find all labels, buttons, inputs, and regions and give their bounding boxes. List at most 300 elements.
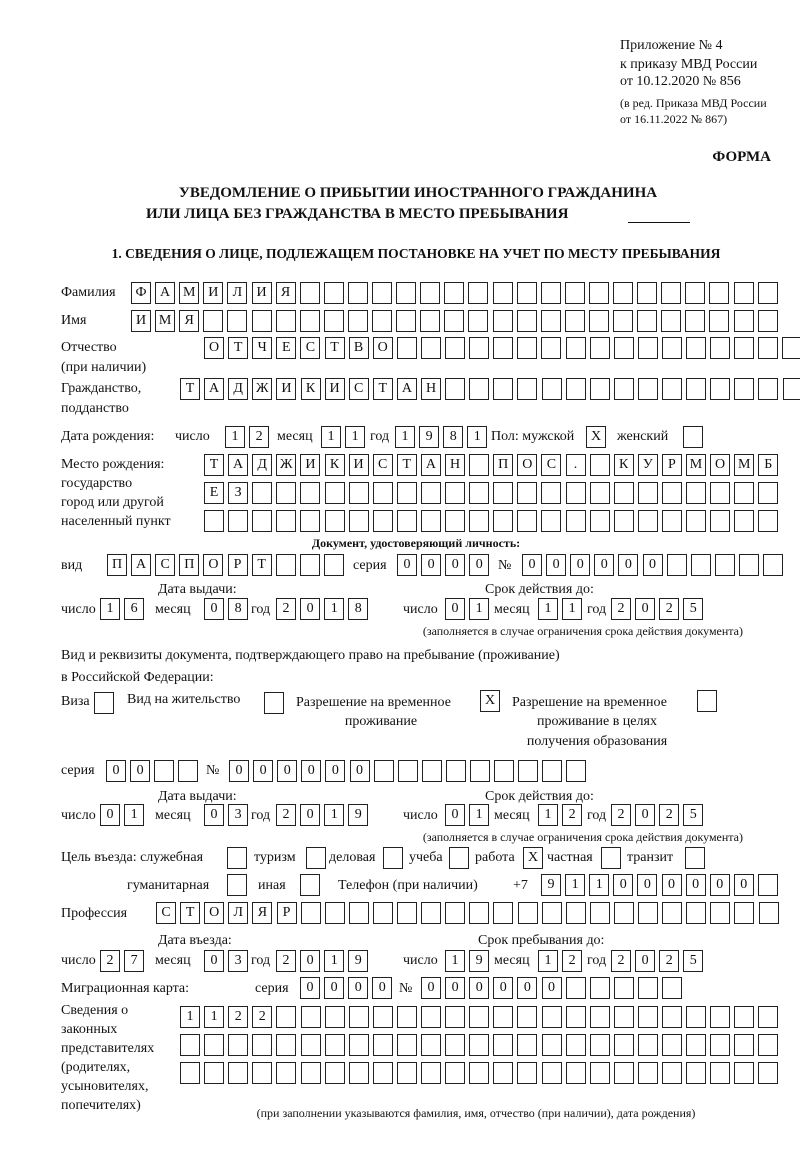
- char-cell[interactable]: [445, 337, 465, 359]
- char-cell[interactable]: [228, 1034, 248, 1056]
- char-cell[interactable]: П: [179, 554, 199, 576]
- char-cell[interactable]: Ф: [131, 282, 151, 304]
- char-cell[interactable]: 9: [541, 874, 561, 896]
- char-cell[interactable]: [397, 1006, 417, 1028]
- char-cell[interactable]: [348, 310, 368, 332]
- char-cell[interactable]: [566, 760, 586, 782]
- char-cell[interactable]: [614, 1034, 634, 1056]
- char-cell[interactable]: [493, 282, 513, 304]
- char-cell[interactable]: 0: [324, 977, 344, 999]
- char-cell[interactable]: [374, 760, 394, 782]
- char-cell[interactable]: [180, 1034, 200, 1056]
- char-cell[interactable]: [325, 1034, 345, 1056]
- char-cell[interactable]: [383, 847, 403, 869]
- char-cell[interactable]: 3: [228, 804, 248, 826]
- char-cell[interactable]: 0: [350, 760, 370, 782]
- char-cell[interactable]: [517, 282, 537, 304]
- char-cell[interactable]: [180, 1062, 200, 1084]
- char-cell[interactable]: 0: [100, 804, 120, 826]
- char-cell[interactable]: [449, 847, 469, 869]
- char-cell[interactable]: [349, 1006, 369, 1028]
- char-cell[interactable]: [252, 510, 272, 532]
- char-cell[interactable]: [589, 282, 609, 304]
- char-cell[interactable]: Е: [204, 482, 224, 504]
- char-cell[interactable]: 0: [372, 977, 392, 999]
- char-cell[interactable]: [590, 454, 610, 476]
- char-cell[interactable]: 0: [397, 554, 417, 576]
- char-cell[interactable]: 5: [683, 804, 703, 826]
- char-cell[interactable]: [396, 282, 416, 304]
- char-cell[interactable]: И: [131, 310, 151, 332]
- char-cell[interactable]: [685, 282, 705, 304]
- char-cell[interactable]: Ж: [276, 454, 296, 476]
- char-cell[interactable]: 0: [421, 554, 441, 576]
- char-cell[interactable]: 0: [517, 977, 537, 999]
- char-cell[interactable]: 0: [301, 760, 321, 782]
- char-cell[interactable]: [662, 1034, 682, 1056]
- char-cell[interactable]: [469, 510, 489, 532]
- char-cell[interactable]: 8: [348, 598, 368, 620]
- char-cell[interactable]: [468, 310, 488, 332]
- char-cell[interactable]: 0: [637, 874, 657, 896]
- char-cell[interactable]: И: [252, 282, 272, 304]
- char-cell[interactable]: [324, 282, 344, 304]
- char-cell[interactable]: [444, 282, 464, 304]
- char-cell[interactable]: А: [228, 454, 248, 476]
- char-cell[interactable]: [397, 337, 417, 359]
- char-cell[interactable]: [734, 902, 754, 924]
- char-cell[interactable]: [493, 510, 513, 532]
- char-cell[interactable]: 1: [324, 950, 344, 972]
- char-cell[interactable]: [758, 1062, 778, 1084]
- char-cell[interactable]: [306, 847, 326, 869]
- char-cell[interactable]: 0: [570, 554, 590, 576]
- char-cell[interactable]: [686, 482, 706, 504]
- char-cell[interactable]: [349, 482, 369, 504]
- char-cell[interactable]: Т: [180, 902, 200, 924]
- char-cell[interactable]: [734, 1034, 754, 1056]
- char-cell[interactable]: [686, 510, 706, 532]
- char-cell[interactable]: Т: [252, 554, 272, 576]
- char-cell[interactable]: [252, 1062, 272, 1084]
- char-cell[interactable]: 2: [249, 426, 269, 448]
- char-cell[interactable]: [638, 902, 658, 924]
- char-cell[interactable]: О: [373, 337, 393, 359]
- char-cell[interactable]: [710, 902, 730, 924]
- char-cell[interactable]: [445, 1062, 465, 1084]
- char-cell[interactable]: 2: [228, 1006, 248, 1028]
- char-cell[interactable]: [542, 902, 562, 924]
- char-cell[interactable]: [518, 902, 538, 924]
- char-cell[interactable]: [445, 378, 465, 400]
- char-cell[interactable]: [227, 874, 247, 896]
- char-cell[interactable]: [276, 554, 296, 576]
- char-cell[interactable]: [662, 482, 682, 504]
- char-cell[interactable]: [228, 1062, 248, 1084]
- char-cell[interactable]: 2: [611, 950, 631, 972]
- char-cell[interactable]: 0: [662, 874, 682, 896]
- char-cell[interactable]: [614, 1006, 634, 1028]
- char-cell[interactable]: 1: [345, 426, 365, 448]
- char-cell[interactable]: 9: [419, 426, 439, 448]
- char-cell[interactable]: 6: [124, 598, 144, 620]
- char-cell[interactable]: Т: [228, 337, 248, 359]
- char-cell[interactable]: [397, 902, 417, 924]
- char-cell[interactable]: [691, 554, 711, 576]
- char-cell[interactable]: [445, 1006, 465, 1028]
- char-cell[interactable]: 0: [469, 554, 489, 576]
- char-cell[interactable]: [758, 282, 778, 304]
- char-cell[interactable]: [715, 554, 735, 576]
- char-cell[interactable]: 9: [348, 950, 368, 972]
- char-cell[interactable]: [638, 1034, 658, 1056]
- char-cell[interactable]: [493, 482, 513, 504]
- char-cell[interactable]: 0: [229, 760, 249, 782]
- char-cell[interactable]: [739, 554, 759, 576]
- char-cell[interactable]: [710, 1006, 730, 1028]
- char-cell[interactable]: [325, 902, 345, 924]
- char-cell[interactable]: 1: [180, 1006, 200, 1028]
- char-cell[interactable]: 0: [106, 760, 126, 782]
- char-cell[interactable]: [541, 282, 561, 304]
- char-cell[interactable]: [783, 378, 800, 400]
- char-cell[interactable]: Л: [228, 902, 248, 924]
- char-cell[interactable]: [227, 310, 247, 332]
- char-cell[interactable]: [734, 1006, 754, 1028]
- char-cell[interactable]: [468, 282, 488, 304]
- char-cell[interactable]: [565, 310, 585, 332]
- char-cell[interactable]: [590, 1034, 610, 1056]
- char-cell[interactable]: 1: [469, 804, 489, 826]
- char-cell[interactable]: [734, 1062, 754, 1084]
- char-cell[interactable]: [421, 337, 441, 359]
- char-cell[interactable]: 2: [100, 950, 120, 972]
- char-cell[interactable]: 1: [204, 1006, 224, 1028]
- char-cell[interactable]: [566, 977, 586, 999]
- char-cell[interactable]: Т: [325, 337, 345, 359]
- char-cell[interactable]: Б: [758, 454, 778, 476]
- char-cell[interactable]: [542, 1034, 562, 1056]
- char-cell[interactable]: [300, 282, 320, 304]
- char-cell[interactable]: 0: [469, 977, 489, 999]
- char-cell[interactable]: 2: [611, 804, 631, 826]
- char-cell[interactable]: X: [480, 690, 500, 712]
- char-cell[interactable]: 0: [686, 874, 706, 896]
- char-cell[interactable]: [710, 337, 730, 359]
- char-cell[interactable]: 0: [204, 950, 224, 972]
- char-cell[interactable]: [758, 510, 778, 532]
- char-cell[interactable]: [325, 1062, 345, 1084]
- char-cell[interactable]: Л: [227, 282, 247, 304]
- char-cell[interactable]: [300, 310, 320, 332]
- char-cell[interactable]: [590, 1006, 610, 1028]
- char-cell[interactable]: [301, 1062, 321, 1084]
- char-cell[interactable]: 7: [124, 950, 144, 972]
- char-cell[interactable]: [709, 282, 729, 304]
- char-cell[interactable]: Т: [180, 378, 200, 400]
- char-cell[interactable]: [276, 1006, 296, 1028]
- char-cell[interactable]: 0: [445, 554, 465, 576]
- char-cell[interactable]: [397, 1062, 417, 1084]
- char-cell[interactable]: [710, 482, 730, 504]
- char-cell[interactable]: [493, 1006, 513, 1028]
- char-cell[interactable]: [264, 692, 284, 714]
- char-cell[interactable]: 5: [683, 598, 703, 620]
- char-cell[interactable]: [638, 482, 658, 504]
- char-cell[interactable]: [541, 337, 561, 359]
- char-cell[interactable]: [709, 310, 729, 332]
- char-cell[interactable]: 1: [562, 598, 582, 620]
- char-cell[interactable]: 1: [324, 598, 344, 620]
- char-cell[interactable]: О: [710, 454, 730, 476]
- char-cell[interactable]: И: [203, 282, 223, 304]
- char-cell[interactable]: О: [204, 902, 224, 924]
- char-cell[interactable]: [734, 282, 754, 304]
- char-cell[interactable]: [493, 902, 513, 924]
- char-cell[interactable]: [710, 1062, 730, 1084]
- char-cell[interactable]: [734, 378, 754, 400]
- char-cell[interactable]: 1: [225, 426, 245, 448]
- char-cell[interactable]: [300, 482, 320, 504]
- char-cell[interactable]: 0: [204, 598, 224, 620]
- char-cell[interactable]: [758, 482, 778, 504]
- char-cell[interactable]: [734, 337, 754, 359]
- char-cell[interactable]: [542, 1062, 562, 1084]
- char-cell[interactable]: [758, 1006, 778, 1028]
- char-cell[interactable]: [420, 310, 440, 332]
- char-cell[interactable]: [469, 337, 489, 359]
- char-cell[interactable]: [276, 482, 296, 504]
- char-cell[interactable]: [204, 1062, 224, 1084]
- char-cell[interactable]: [590, 902, 610, 924]
- char-cell[interactable]: [782, 337, 800, 359]
- char-cell[interactable]: 0: [300, 977, 320, 999]
- char-cell[interactable]: [398, 760, 418, 782]
- char-cell[interactable]: [565, 282, 585, 304]
- char-cell[interactable]: [372, 282, 392, 304]
- char-cell[interactable]: [517, 378, 537, 400]
- char-cell[interactable]: Я: [276, 282, 296, 304]
- char-cell[interactable]: Ж: [252, 378, 272, 400]
- char-cell[interactable]: [301, 1034, 321, 1056]
- char-cell[interactable]: [734, 510, 754, 532]
- char-cell[interactable]: [734, 310, 754, 332]
- char-cell[interactable]: [373, 902, 393, 924]
- char-cell[interactable]: В: [349, 337, 369, 359]
- char-cell[interactable]: [203, 310, 223, 332]
- char-cell[interactable]: [469, 1034, 489, 1056]
- char-cell[interactable]: Ч: [252, 337, 272, 359]
- char-cell[interactable]: М: [686, 454, 706, 476]
- char-cell[interactable]: 0: [635, 950, 655, 972]
- char-cell[interactable]: 0: [594, 554, 614, 576]
- char-cell[interactable]: [494, 760, 514, 782]
- char-cell[interactable]: О: [204, 337, 224, 359]
- char-cell[interactable]: [601, 847, 621, 869]
- char-cell[interactable]: [397, 482, 417, 504]
- char-cell[interactable]: [493, 337, 513, 359]
- char-cell[interactable]: 0: [635, 804, 655, 826]
- char-cell[interactable]: [276, 310, 296, 332]
- char-cell[interactable]: Р: [228, 554, 248, 576]
- char-cell[interactable]: К: [614, 454, 634, 476]
- char-cell[interactable]: [300, 510, 320, 532]
- char-cell[interactable]: 0: [300, 950, 320, 972]
- char-cell[interactable]: 0: [710, 874, 730, 896]
- char-cell[interactable]: [710, 1034, 730, 1056]
- char-cell[interactable]: [758, 310, 778, 332]
- char-cell[interactable]: [638, 977, 658, 999]
- char-cell[interactable]: 0: [130, 760, 150, 782]
- char-cell[interactable]: [614, 902, 634, 924]
- char-cell[interactable]: [614, 977, 634, 999]
- char-cell[interactable]: [566, 482, 586, 504]
- char-cell[interactable]: С: [155, 554, 175, 576]
- char-cell[interactable]: [276, 510, 296, 532]
- char-cell[interactable]: [685, 310, 705, 332]
- char-cell[interactable]: С: [156, 902, 176, 924]
- char-cell[interactable]: [469, 482, 489, 504]
- char-cell[interactable]: 1: [100, 598, 120, 620]
- char-cell[interactable]: [763, 554, 783, 576]
- char-cell[interactable]: [541, 482, 561, 504]
- char-cell[interactable]: Р: [662, 454, 682, 476]
- char-cell[interactable]: 0: [493, 977, 513, 999]
- char-cell[interactable]: [301, 902, 321, 924]
- char-cell[interactable]: [662, 977, 682, 999]
- char-cell[interactable]: [685, 847, 705, 869]
- char-cell[interactable]: [373, 510, 393, 532]
- char-cell[interactable]: [445, 510, 465, 532]
- char-cell[interactable]: М: [734, 454, 754, 476]
- char-cell[interactable]: [421, 1006, 441, 1028]
- char-cell[interactable]: [252, 310, 272, 332]
- char-cell[interactable]: [518, 760, 538, 782]
- char-cell[interactable]: [94, 692, 114, 714]
- char-cell[interactable]: [638, 510, 658, 532]
- char-cell[interactable]: 0: [421, 977, 441, 999]
- char-cell[interactable]: 0: [348, 977, 368, 999]
- char-cell[interactable]: [178, 760, 198, 782]
- char-cell[interactable]: Т: [373, 378, 393, 400]
- char-cell[interactable]: 1: [321, 426, 341, 448]
- char-cell[interactable]: [542, 760, 562, 782]
- char-cell[interactable]: [759, 902, 779, 924]
- char-cell[interactable]: [662, 510, 682, 532]
- char-cell[interactable]: [589, 310, 609, 332]
- char-cell[interactable]: [590, 482, 610, 504]
- char-cell[interactable]: 1: [565, 874, 585, 896]
- char-cell[interactable]: [686, 1062, 706, 1084]
- char-cell[interactable]: Н: [421, 378, 441, 400]
- char-cell[interactable]: О: [203, 554, 223, 576]
- char-cell[interactable]: 3: [228, 950, 248, 972]
- char-cell[interactable]: [566, 1006, 586, 1028]
- char-cell[interactable]: 2: [276, 598, 296, 620]
- char-cell[interactable]: [444, 310, 464, 332]
- char-cell[interactable]: А: [155, 282, 175, 304]
- char-cell[interactable]: [421, 1062, 441, 1084]
- char-cell[interactable]: [204, 510, 224, 532]
- char-cell[interactable]: [517, 1006, 537, 1028]
- char-cell[interactable]: [276, 1034, 296, 1056]
- char-cell[interactable]: [638, 337, 658, 359]
- char-cell[interactable]: [373, 1034, 393, 1056]
- char-cell[interactable]: [517, 510, 537, 532]
- char-cell[interactable]: [667, 554, 687, 576]
- char-cell[interactable]: [566, 337, 586, 359]
- char-cell[interactable]: Я: [179, 310, 199, 332]
- char-cell[interactable]: 0: [300, 804, 320, 826]
- char-cell[interactable]: И: [325, 378, 345, 400]
- char-cell[interactable]: [662, 378, 682, 400]
- char-cell[interactable]: 1: [538, 598, 558, 620]
- char-cell[interactable]: [686, 337, 706, 359]
- char-cell[interactable]: [252, 482, 272, 504]
- char-cell[interactable]: [421, 1034, 441, 1056]
- char-cell[interactable]: [445, 1034, 465, 1056]
- place-blank-line[interactable]: [628, 222, 690, 223]
- char-cell[interactable]: 0: [613, 874, 633, 896]
- char-cell[interactable]: И: [349, 454, 369, 476]
- char-cell[interactable]: 0: [445, 598, 465, 620]
- char-cell[interactable]: [566, 1062, 586, 1084]
- char-cell[interactable]: [493, 1034, 513, 1056]
- char-cell[interactable]: [686, 1034, 706, 1056]
- char-cell[interactable]: [324, 554, 344, 576]
- char-cell[interactable]: [349, 902, 369, 924]
- char-cell[interactable]: 0: [445, 804, 465, 826]
- char-cell[interactable]: [614, 510, 634, 532]
- char-cell[interactable]: [710, 510, 730, 532]
- char-cell[interactable]: П: [107, 554, 127, 576]
- char-cell[interactable]: 1: [124, 804, 144, 826]
- char-cell[interactable]: [566, 510, 586, 532]
- char-cell[interactable]: Е: [276, 337, 296, 359]
- char-cell[interactable]: [324, 310, 344, 332]
- char-cell[interactable]: [397, 1034, 417, 1056]
- char-cell[interactable]: [227, 847, 247, 869]
- char-cell[interactable]: [517, 482, 537, 504]
- char-cell[interactable]: 0: [635, 598, 655, 620]
- char-cell[interactable]: 0: [300, 598, 320, 620]
- char-cell[interactable]: Т: [397, 454, 417, 476]
- char-cell[interactable]: [469, 378, 489, 400]
- char-cell[interactable]: [325, 510, 345, 532]
- char-cell[interactable]: 2: [276, 950, 296, 972]
- char-cell[interactable]: [541, 510, 561, 532]
- char-cell[interactable]: [614, 337, 634, 359]
- char-cell[interactable]: [373, 1006, 393, 1028]
- char-cell[interactable]: 9: [469, 950, 489, 972]
- char-cell[interactable]: [349, 1034, 369, 1056]
- char-cell[interactable]: [422, 760, 442, 782]
- char-cell[interactable]: [396, 310, 416, 332]
- char-cell[interactable]: [686, 902, 706, 924]
- char-cell[interactable]: 2: [252, 1006, 272, 1028]
- char-cell[interactable]: [421, 510, 441, 532]
- char-cell[interactable]: [686, 1006, 706, 1028]
- char-cell[interactable]: Н: [445, 454, 465, 476]
- char-cell[interactable]: [517, 1034, 537, 1056]
- char-cell[interactable]: [590, 977, 610, 999]
- char-cell[interactable]: [372, 310, 392, 332]
- char-cell[interactable]: [446, 760, 466, 782]
- char-cell[interactable]: 0: [253, 760, 273, 782]
- char-cell[interactable]: [710, 378, 730, 400]
- char-cell[interactable]: 2: [659, 804, 679, 826]
- char-cell[interactable]: У: [638, 454, 658, 476]
